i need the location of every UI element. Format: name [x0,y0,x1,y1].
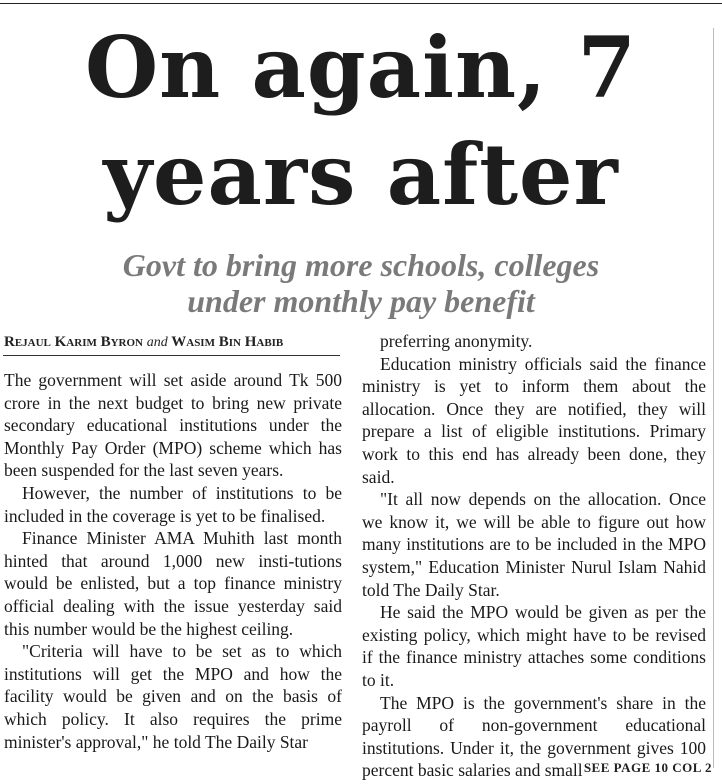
subhead-line-2: under monthly pay benefit [187,283,535,319]
paragraph: Education ministry officials said the finance ministry is yet to inform them about the allocation. Once they are notified, they will prepare a list of eligible institutions. Primary work to this end has already been done, they said. [362,353,706,487]
article-column-1 [4,369,342,753]
paragraph: The government will set aside around Tk 500 crore in the next budget to bring new private secondary educational institutions under the Monthly Pay Order (MPO) scheme which has been suspended for the last seven years. [4,370,342,481]
headline-line-1: On again, 7 [85,18,637,117]
byline-conjunction: and [146,335,168,350]
paragraph: "It all now depends on the allocation. Once we know it, we will be able to figure out how many institutions are to be included in the MPO system," Education Minister Nurul Islam Nahid told The Daily Star. [362,489,706,600]
byline [4,334,340,351]
top-rule [0,3,722,4]
byline-author-2: Wasim Bin Habib [171,334,284,350]
article-column-2 [362,330,706,782]
paragraph: He said the MPO would be given as per the existing policy, which might have to be revised if the finance ministry attaches some conditions to it. [362,602,706,690]
paragraph: However, the number of institutions to be included in the coverage is yet to be finalised. [4,482,342,526]
byline-rule [3,355,340,356]
headline-line-2: years after [103,125,619,224]
subhead-line-1: Govt to bring more schools, colleges [122,247,600,283]
paragraph: The MPO is the government's share in the payroll of non-government educational institutions. Under it, the government gives 100 percent basic salaries and small [362,692,706,781]
paragraph: "Criteria will have to be set as to which institutions will get the MPO and how the facility would be given and on the basis of which policy. It also requires the prime minister's approval," he told The Daily Star [4,641,342,752]
byline-author-1: Rejaul Karim Byron [4,334,144,350]
paragraph: Finance Minister AMA Muhith last month hinted that around 1,000 new insti-tutions would be enlisted, but a top finance ministry official dealing with the issue yesterday said this number would be the highest ceiling. [4,528,342,639]
paragraph: preferring anonymity. [380,331,533,351]
continued-on-page-note[interactable]: SEE PAGE 10 COL 2 [583,760,712,775]
